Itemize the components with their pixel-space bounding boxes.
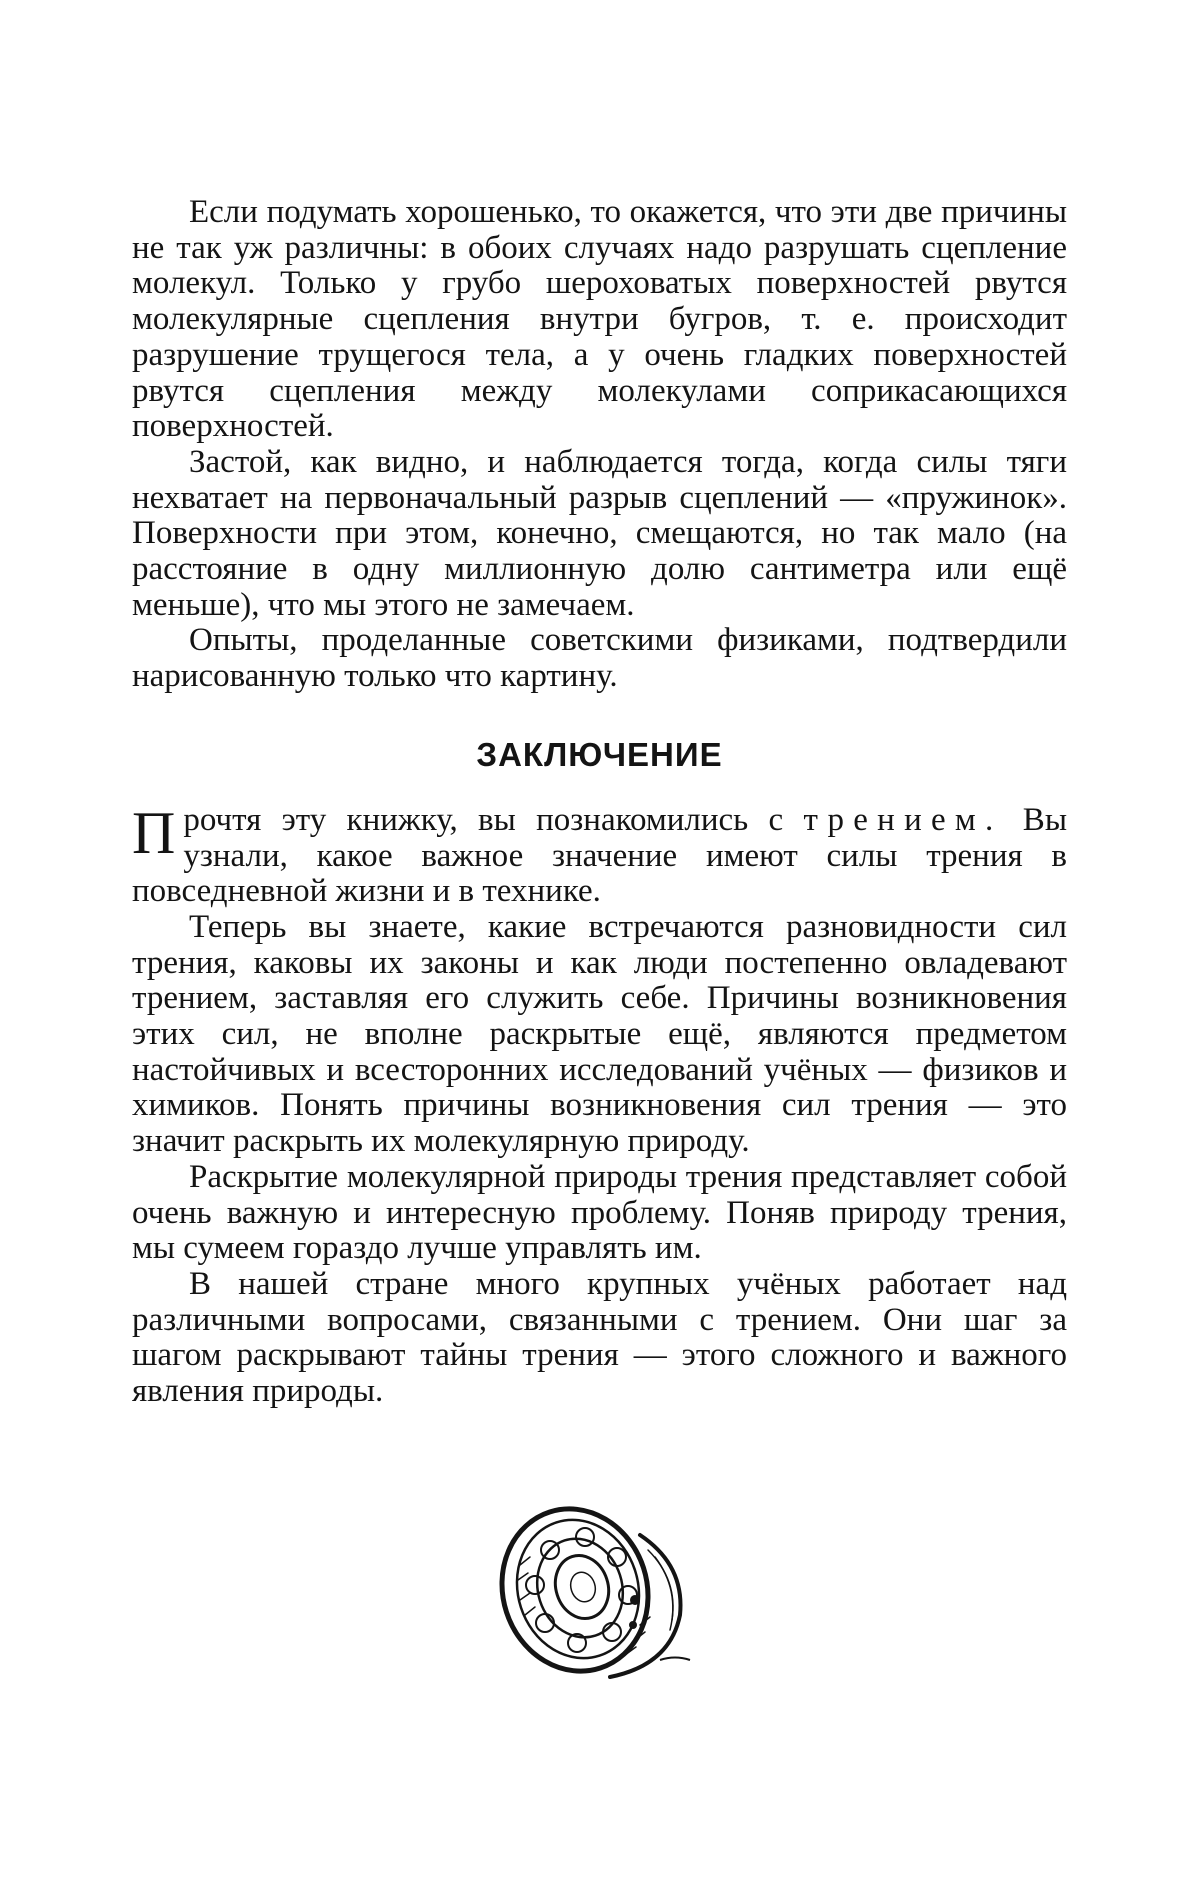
paragraph-conclusion-intro (132, 803, 1067, 910)
paragraph-molecular-nature: Раскрытие молекулярной природы трения представляет собой очень важную и интересную проблему. Поняв природу трения, мы сумеем гораздо лучше управлять им. (132, 1160, 1067, 1267)
intro-spaced-word: трением. (803, 802, 1002, 838)
paragraph-experiments: Опыты, проделанные советскими физиками, подтвердили нарисованную только что картину. (132, 623, 1067, 694)
paragraph-knowledge: Теперь вы знаете, какие встречаются разновидности сил трения, каковы их законы и как люди постепенно овладевают трением, заставляя его служить себе. Причины возникновения этих сил, не вполне раскрытые ещё, являются предметом настойчивых и всесторонних исследований учёных — физиков и химиков. Понять причины возникновения сил трения — это значит раскрыть их молекулярную природу. (132, 910, 1067, 1160)
section-heading: ЗАКЛЮЧЕНИЕ (132, 735, 1067, 775)
intro-text-before: рочтя эту книжку, вы познакомились с (183, 802, 803, 838)
paragraph-causes: Если подумать хорошенько, то окажется, что эти две причины не так уж различны: в обоих случаях надо разрушать сцепление молекул. Только у грубо шероховатых поверхностей рвутся молекулярные сцепления внутри бугров, т. е. происходит разрушение трущегося тела, а у очень гладких поверхностей рвутся сцепления между молекулами соприкасающихся поверхностей. (132, 195, 1067, 445)
paragraph-scientists: В нашей стране много крупных учёных работает над различными вопросами, связанными с трением. Они шаг за шагом раскрывают тайны трения — этого сложного и важного явления природы. (132, 1267, 1067, 1410)
drop-cap: П (132, 807, 175, 859)
ball-bearing-icon (490, 1495, 710, 1685)
paragraph-stagnation: Застой, как видно, и наблюдается тогда, когда силы тяги нехватает на первоначальный разрыв сцеплений — «пружинок». Поверхности при этом, конечно, смещаются, но так мало (на расстояние в одну миллионную долю сантиметра или ещё меньше), что мы этого не замечаем. (132, 445, 1067, 624)
page-text (132, 195, 1067, 1410)
intro-text-after: Вы узнали, какое важное значение имеют силы трения в повседневной жизни и в технике. (132, 802, 1067, 909)
